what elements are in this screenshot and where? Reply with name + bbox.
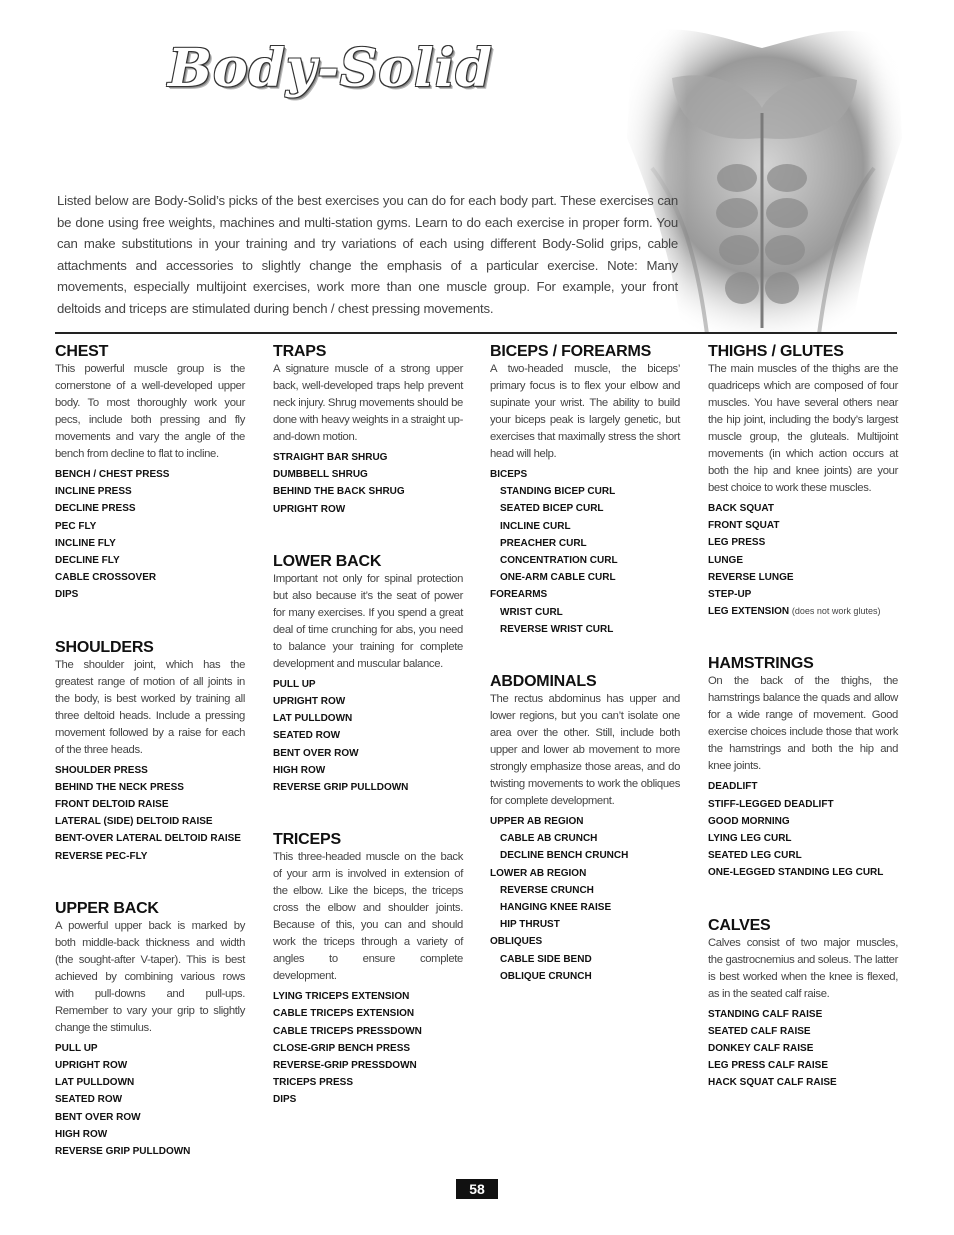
exercise-item [273, 1057, 463, 1074]
exercise-label: LUNGE [708, 554, 743, 566]
section-heading: BICEPS / FOREARMS [490, 343, 652, 360]
exercise-label: HIP THRUST [500, 919, 560, 931]
exercise-label: FRONT SQUAT [708, 520, 780, 532]
exercise-label: REVERSE GRIP PULLDOWN [55, 1146, 191, 1158]
exercise-item [490, 552, 680, 569]
exercise-item [708, 864, 898, 881]
exercise-item [55, 586, 245, 603]
exercise-label: FOREARMS [490, 589, 548, 601]
column-1 [55, 342, 245, 1194]
exercise-label: LAT PULLDOWN [273, 713, 353, 725]
exercise-item [273, 1005, 463, 1022]
exercise-item [273, 1023, 463, 1040]
exercise-item [490, 466, 680, 483]
section-triceps [273, 830, 463, 1108]
exercise-item [490, 830, 680, 847]
exercise-label: HIGH ROW [55, 1128, 108, 1140]
exercise-item [708, 778, 898, 795]
exercise-label: LEG EXTENSION [708, 606, 790, 618]
exercise-item [273, 710, 463, 727]
exercise-label: ONE-ARM CABLE CURL [500, 572, 616, 584]
exercise-item [708, 847, 898, 864]
exercise-item [55, 1057, 245, 1074]
section-lower-back [273, 552, 463, 796]
exercise-label: DEADLIFT [708, 781, 758, 793]
exercise-label: HACK SQUAT CALF RAISE [708, 1077, 837, 1089]
exercise-item [490, 535, 680, 552]
exercise-label: CONCENTRATION CURL [500, 555, 618, 567]
exercise-label: REVERSE WRIST CURL [500, 623, 614, 635]
exercise-item [55, 535, 245, 552]
exercise-item [490, 604, 680, 621]
exercise-label: BENT OVER ROW [273, 747, 359, 759]
exercise-item [55, 483, 245, 500]
exercise-label: DECLINE BENCH CRUNCH [500, 850, 629, 862]
exercise-label: BEHIND THE BACK SHRUG [273, 486, 405, 498]
section-description: The main muscles of the thighs are the quadriceps which are composed of four muscles. You have several others near the hip joint, including the body’s largest muscle group, the gluteals. Multijoint movements (in which action occurs at both the hip and knee joints) are your best choice to work these muscles. [708, 363, 898, 494]
exercise-item [708, 586, 898, 603]
exercise-label: LAT PULLDOWN [55, 1077, 135, 1089]
exercise-item [273, 779, 463, 796]
exercise-item [273, 483, 463, 500]
exercise-label: REVERSE-GRIP PRESSDOWN [273, 1060, 417, 1072]
exercise-label: SEATED ROW [273, 730, 341, 742]
exercise-label: REVERSE GRIP PULLDOWN [273, 782, 409, 794]
exercise-item [55, 762, 245, 779]
section-description: Important not only for spinal protection but also because it’s the seat of power for many exercises. If you spend a great deal of time crunching for abs, you need to balance your training for complete development and muscular balance. [273, 572, 463, 670]
exercise-label: REVERSE PEC-FLY [55, 850, 148, 862]
exercise-label: BENT OVER ROW [55, 1111, 141, 1123]
section-thighs-glutes [708, 342, 898, 620]
exercise-label: TRICEPS PRESS [273, 1077, 354, 1089]
exercise-item [55, 1109, 245, 1126]
exercise-label: CABLE TRICEPS PRESSDOWN [273, 1025, 422, 1037]
exercise-label: STANDING BICEP CURL [500, 486, 616, 498]
section-calves [708, 916, 898, 1092]
exercise-label: DECLINE FLY [55, 555, 120, 567]
column-4 [708, 342, 898, 1126]
exercise-item [490, 951, 680, 968]
exercise-item [273, 1074, 463, 1091]
exercise-item [490, 968, 680, 985]
exercise-label: PREACHER CURL [500, 537, 587, 549]
section-hamstrings [708, 654, 898, 881]
exercise-label: GOOD MORNING [708, 815, 790, 827]
exercise-label: OBLIQUES [490, 936, 543, 948]
exercise-item [273, 762, 463, 779]
section-biceps-forearms [490, 342, 680, 638]
exercise-item [490, 882, 680, 899]
exercise-item [708, 796, 898, 813]
exercise-label: UPRIGHT ROW [55, 1060, 128, 1072]
divider-rule [55, 332, 897, 334]
exercise-item [708, 1040, 898, 1057]
exercise-item [55, 796, 245, 813]
column-3 [490, 342, 680, 1019]
body-solid-logo: Body-Solid [168, 38, 493, 99]
exercise-label: HIGH ROW [273, 764, 326, 776]
exercise-item [708, 1057, 898, 1074]
exercise-item [273, 501, 463, 518]
section-heading: TRICEPS [273, 831, 341, 849]
exercise-label: LYING LEG CURL [708, 833, 792, 845]
section-heading: CHEST [55, 343, 109, 360]
exercise-item [55, 779, 245, 796]
section-description: The shoulder joint, which has the greatest range of motion of all joints in the body, is best worked by training all three deltoid heads. Include a pressing movement followed by a raise for each of the three heads. [55, 658, 245, 756]
exercise-label: BACK SQUAT [708, 503, 774, 514]
section-traps [273, 342, 463, 518]
section-heading: TRAPS [273, 343, 327, 360]
exercise-item [490, 569, 680, 586]
exercise-label: ONE-LEGGED STANDING LEG CURL [708, 867, 884, 879]
section-heading: SHOULDERS [55, 638, 154, 656]
exercise-label: PEC FLY [55, 520, 97, 532]
exercise-note: (does not work glutes) [791, 606, 881, 617]
exercise-item [55, 1074, 245, 1091]
exercise-label: BENCH / CHEST PRESS [55, 469, 170, 480]
exercise-item [273, 1091, 463, 1108]
section-heading: UPPER BACK [55, 899, 159, 917]
exercise-item [708, 813, 898, 830]
exercise-label: SEATED CALF RAISE [708, 1025, 811, 1037]
exercise-label: UPPER AB REGION [490, 816, 584, 828]
exercise-item [490, 518, 680, 535]
exercise-label: STIFF-LEGGED DEADLIFT [708, 798, 834, 810]
exercise-item [490, 933, 680, 950]
exercise-item [708, 534, 898, 551]
exercise-item [708, 603, 898, 620]
exercise-item [273, 727, 463, 744]
exercise-label: CABLE AB CRUNCH [500, 833, 598, 845]
exercise-item [273, 466, 463, 483]
exercise-item [708, 500, 898, 517]
exercise-label: PULL UP [55, 1042, 98, 1054]
page-number: 58 [456, 1179, 498, 1199]
exercise-label: LOWER AB REGION [490, 867, 587, 879]
section-heading: HAMSTRINGS [708, 655, 814, 673]
exercise-item [708, 1074, 898, 1091]
exercise-item [55, 569, 245, 586]
section-heading: THIGHS / GLUTES [708, 343, 844, 360]
exercise-item [490, 621, 680, 638]
exercise-item [55, 466, 245, 483]
exercise-item [55, 1143, 245, 1160]
section-description: A powerful upper back is marked by both middle-back thickness and width (the sought-after V-taper). This is best achieved by combining various rows with pull-downs and pull-ups. Remember to vary your grip to slightly change the stimulus. [55, 919, 245, 1034]
section-heading: ABDOMINALS [490, 673, 597, 691]
exercise-item [55, 518, 245, 535]
exercise-label: INCLINE PRESS [55, 486, 132, 498]
exercise-label: DECLINE PRESS [55, 503, 136, 515]
exercise-item [273, 676, 463, 693]
exercise-label: DIPS [55, 589, 79, 601]
exercise-label: REVERSE CRUNCH [500, 884, 594, 896]
exercise-label: HANGING KNEE RAISE [500, 902, 612, 914]
exercise-label: BEHIND THE NECK PRESS [55, 781, 184, 793]
exercise-label: LEG PRESS [708, 537, 766, 549]
section-chest [55, 342, 245, 604]
exercise-label: CLOSE-GRIP BENCH PRESS [273, 1042, 411, 1054]
exercise-item [708, 1006, 898, 1023]
exercise-item [273, 693, 463, 710]
exercise-item [708, 552, 898, 569]
exercise-item [55, 500, 245, 517]
exercise-item [490, 899, 680, 916]
exercise-label: LEG PRESS CALF RAISE [708, 1060, 829, 1072]
section-description: Calves consist of two major muscles, the gastrocnemius and soleus. The latter is best worked when the knee is flexed, as in the seated calf raise. [708, 936, 898, 1000]
section-shoulders [55, 638, 245, 865]
exercise-item [273, 449, 463, 466]
exercise-label: CABLE TRICEPS EXTENSION [273, 1008, 415, 1020]
section-heading: CALVES [708, 916, 771, 934]
exercise-label: WRIST CURL [500, 606, 563, 618]
exercise-item [490, 813, 680, 830]
exercise-item [273, 1040, 463, 1057]
exercise-label: SEATED LEG CURL [708, 850, 802, 862]
exercise-item [490, 586, 680, 603]
exercise-item [490, 500, 680, 517]
exercise-item [708, 569, 898, 586]
exercise-label: CABLE SIDE BEND [500, 953, 592, 965]
section-description: The rectus abdominus has upper and lower regions, but you can’t isolate one area over the other. Still, include both upper and lower ab movement to more strongly emphasize those areas, and do twisting movements to work the obliques for complete development. [490, 693, 680, 808]
exercise-label: BENT-OVER LATERAL DELTOID RAISE [55, 833, 241, 845]
exercise-label: UPRIGHT ROW [273, 696, 346, 708]
intro-paragraph: Listed below are Body-Solid’s picks of the best exercises you can do for each body part. These exercises can be done using free weights, machines and multi-station gyms. Learn to do each exercise in proper form. You can make substitutions in your training and try variations of each using different Body-Solid grips, cable attachments and accessories to slightly change the emphasis of a particular exercise. Note: Many movements, especially multijoint exercises, work more than one muscle group. For example, your front deltoids and triceps are stimulated during bench / chest pressing movements. [57, 193, 678, 316]
exercise-item [273, 988, 463, 1005]
exercise-label: SEATED BICEP CURL [500, 503, 604, 515]
exercise-item [55, 1040, 245, 1057]
exercise-item [273, 745, 463, 762]
exercise-label: STEP-UP [708, 589, 752, 601]
exercise-label: LATERAL (SIDE) DELTOID RAISE [55, 816, 213, 828]
exercise-item [490, 847, 680, 864]
exercise-item [55, 1126, 245, 1143]
section-heading: LOWER BACK [273, 552, 382, 570]
exercise-item [55, 813, 245, 830]
exercise-label: INCLINE CURL [500, 520, 571, 532]
exercise-item [708, 517, 898, 534]
section-description: On the back of the thighs, the hamstrings balance the quads and allow for a wide range of movement. Good exercise choices include those that work the hamstrings and both the hip and knee joints. [708, 675, 898, 773]
exercise-label: STANDING CALF RAISE [708, 1008, 823, 1020]
exercise-label: DUMBBELL SHRUG [273, 469, 368, 481]
section-abdominals [490, 672, 680, 985]
exercise-item [490, 916, 680, 933]
section-description: A signature muscle of a strong upper back, well-developed traps help prevent neck injury. Shrug movements should be done with heavy weights in a straight up-and-down motion. [273, 363, 463, 443]
exercise-label: DIPS [273, 1094, 297, 1106]
exercise-item [708, 1023, 898, 1040]
exercise-label: BICEPS [490, 469, 528, 480]
exercise-label: UPRIGHT ROW [273, 503, 346, 515]
exercise-label: LYING TRICEPS EXTENSION [273, 991, 410, 1003]
section-description: A two-headed muscle, the biceps’ primary focus is to flex your elbow and supinate your wrist. The ability to build your biceps peak is largely genetic, but exercises that maximally stress the short head will help. [490, 363, 680, 460]
exercise-item [490, 483, 680, 500]
exercise-label: REVERSE LUNGE [708, 571, 794, 583]
exercise-label: OBLIQUE CRUNCH [500, 970, 592, 982]
column-2 [273, 342, 463, 1143]
exercise-item [55, 1091, 245, 1108]
exercise-label: FRONT DELTOID RAISE [55, 799, 169, 811]
section-upper-back [55, 899, 245, 1160]
exercise-label: STRAIGHT BAR SHRUG [273, 452, 388, 463]
section-description: This powerful muscle group is the cornerstone of a well-developed upper body. To most thoroughly work your pecs, include both pressing and fly movements and vary the angle of the bench from decline to flat to incline. [55, 363, 245, 460]
exercise-label: SHOULDER PRESS [55, 764, 148, 776]
exercise-item [55, 552, 245, 569]
exercise-label: PULL UP [273, 678, 316, 690]
exercise-label: DONKEY CALF RAISE [708, 1043, 814, 1055]
exercise-item [55, 848, 245, 865]
exercise-label: CABLE CROSSOVER [55, 572, 157, 584]
exercise-label: INCLINE FLY [55, 537, 116, 549]
exercise-item [490, 865, 680, 882]
exercise-item [708, 830, 898, 847]
section-description: This three-headed muscle on the back of your arm is involved in extension of the elbow. Like the biceps, the triceps cross the elbow and shoulder joints. Because of this, you can and should work the triceps through a variety of angles to ensure complete development. [273, 851, 463, 983]
exercise-item [55, 830, 245, 847]
exercise-label: SEATED ROW [55, 1094, 123, 1106]
